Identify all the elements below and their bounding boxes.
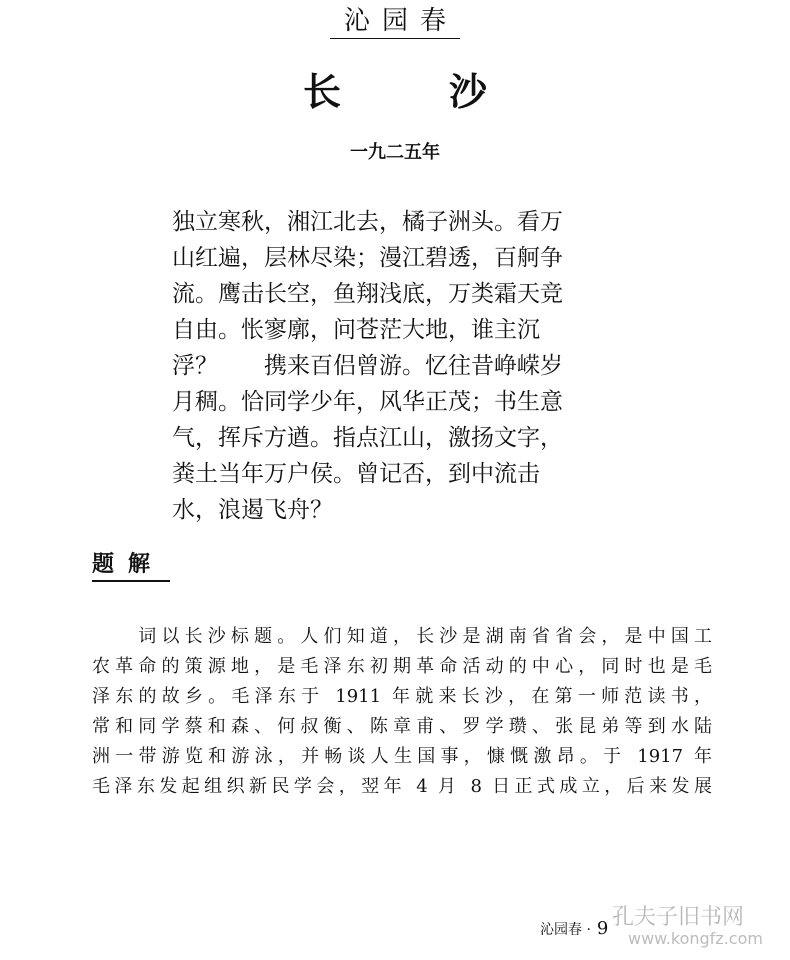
poem-line: 浮？ 携来百侣曾游。忆往昔峥嵘岁 — [172, 353, 563, 379]
poem-title-char-2: 沙 — [449, 70, 488, 114]
watermark-url: www.kongfz.com — [628, 929, 763, 948]
poem-line: 水，浪遏飞舟？ — [172, 497, 333, 523]
poem-line: 月稠。恰同学少年，风华正茂；书生意 — [172, 389, 563, 415]
poem-line: 粪土当年万户侯。曾记否，到中流击 — [172, 461, 540, 487]
poem-line: 流。鹰击长空，鱼翔浅底，万类霜天竞 — [172, 281, 563, 307]
commentary-line: 洲一带游览和游泳，并畅谈人生国事，慷慨激昂。于 1917 年 — [92, 746, 712, 767]
section-heading-underline — [92, 580, 170, 582]
page-number: 9 — [596, 918, 609, 939]
section-heading: 题解 — [92, 552, 165, 577]
commentary-line: 泽东的故乡。毛泽东于 1911 年就来长沙，在第一师范读书， — [92, 686, 712, 707]
commentary-body — [92, 622, 712, 802]
commentary-line: 词以长沙标题。人们知道，长沙是湖南省省会，是中国工 — [92, 626, 712, 647]
poem-date: 一九二五年 — [350, 142, 440, 163]
tune-name-underline — [330, 38, 460, 39]
poem-line: 自由。怅寥廓，问苍茫大地，谁主沉 — [172, 317, 540, 343]
commentary-line: 农革命的策源地，是毛泽东初期革命活动的中心，同时也是毛 — [92, 656, 712, 677]
poem-line: 气，挥斥方遒。指点江山，激扬文字， — [172, 425, 563, 451]
running-head: 沁园春 · — [540, 922, 591, 938]
watermark-logo-text: 孔夫子旧书网 — [612, 905, 745, 930]
poem-body — [172, 204, 642, 528]
poem-line: 独立寒秋，湘江北去，橘子洲头。看万 — [172, 209, 563, 235]
tune-name: 沁园春 — [343, 6, 458, 36]
commentary-line: 毛泽东发起组织新民学会，翌年 4 月 8 日正式成立，后来发展 — [92, 776, 712, 797]
page-footer — [540, 918, 608, 941]
poem-line: 山红遍，层林尽染；漫江碧透，百舸争 — [172, 245, 563, 271]
poem-title — [0, 68, 790, 116]
commentary-line: 常和同学蔡和森、何叔衡、陈章甫、罗学瓒、张昆弟等到水陆 — [92, 716, 712, 737]
poem-title-char-1: 长 — [302, 70, 341, 114]
